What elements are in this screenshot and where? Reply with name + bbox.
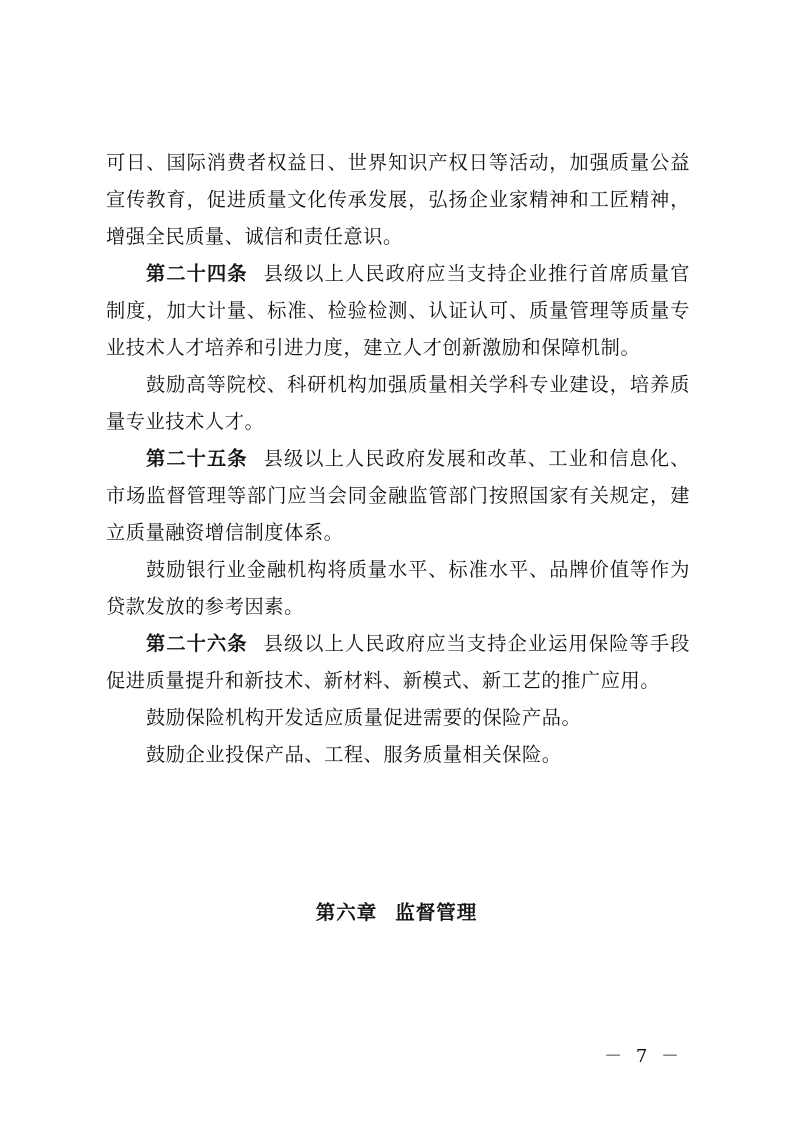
article-24-paragraph — [106, 255, 690, 366]
paragraph — [106, 736, 690, 773]
paragraph-continuation — [106, 144, 690, 255]
article-number: 第二十六条 — [146, 632, 248, 655]
paragraph — [106, 699, 690, 736]
chapter-heading — [0, 897, 793, 925]
paragraph-text: 县级以上人民政府应当支持企业推行首席质量官制度，加大计量、标准、检验检测、认证认可、质量管理等质量专业技术人才培养和引进力度，建立人才创新激励和保障机制。 — [106, 262, 690, 359]
article-number: 第二十五条 — [146, 447, 248, 470]
article-25-paragraph — [106, 440, 690, 551]
chapter-title: 监督管理 — [395, 901, 478, 924]
paragraph-text: 县级以上人民政府应当支持企业运用保险等手段促进质量提升和新技术、新材料、新模式、新工艺的推广应用。 — [106, 632, 690, 692]
paragraph-text: 鼓励银行业金融机构将质量水平、标准水平、品牌价值等作为贷款发放的参考因素。 — [106, 558, 690, 618]
article-26-paragraph — [106, 625, 690, 699]
paragraph — [106, 366, 690, 440]
paragraph-text: 县级以上人民政府发展和改革、工业和信息化、市场监督管理等部门应当会同金融监管部门按照国家有关规定，建立质量融资增信制度体系。 — [106, 447, 690, 544]
paragraph-text: 可日、国际消费者权益日、世界知识产权日等活动，加强质量公益宣传教育，促进质量文化传承发展，弘扬企业家精神和工匠精神，增强全民质量、诚信和责任意识。 — [106, 151, 690, 248]
paragraph-text: 鼓励保险机构开发适应质量促进需要的保险产品。 — [146, 706, 582, 729]
page-number: － 7 － — [604, 1046, 683, 1067]
body-text — [106, 144, 690, 773]
article-number: 第二十四条 — [146, 262, 248, 285]
chapter-number: 第六章 — [315, 901, 378, 924]
paragraph-text: 鼓励高等院校、科研机构加强质量相关学科专业建设，培养质量专业技术人才。 — [106, 373, 690, 433]
paragraph-text: 鼓励企业投保产品、工程、服务质量相关保险。 — [146, 743, 562, 766]
paragraph — [106, 551, 690, 625]
